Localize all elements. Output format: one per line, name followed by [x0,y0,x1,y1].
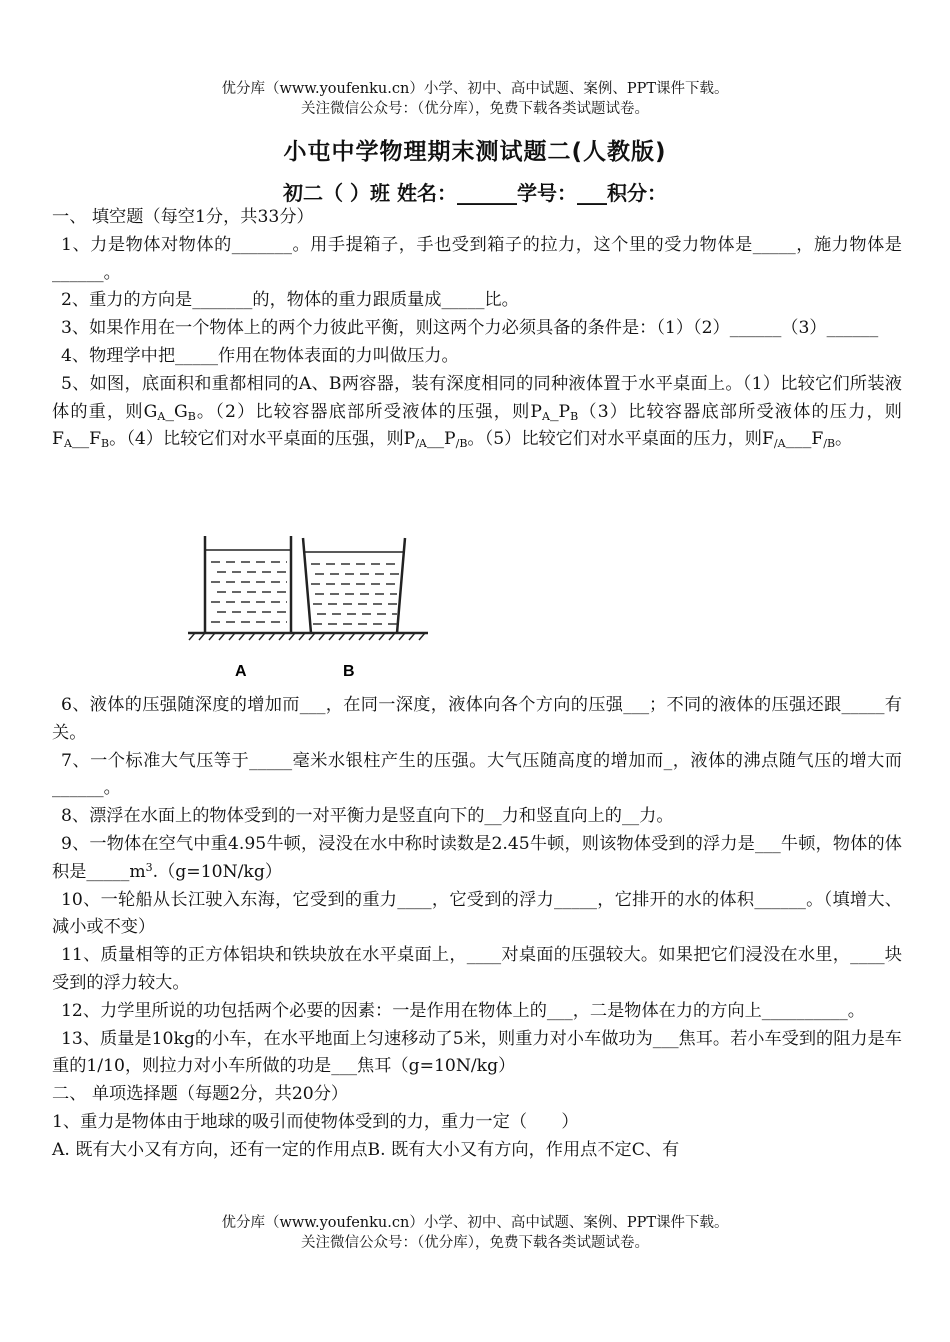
footer-line-2: 关注微信公众号：（优分库），免费下载各类试题试卷。 [301,1235,649,1251]
container-b [303,538,405,633]
header-line-1: 优分库（www.youfenku.cn）小学、初中、高中试题、案例、PPT课件下载。 [221,81,729,97]
question-11: 11、质量相等的正方体铝块和铁块放在水平桌面上，____对桌面的压强较大。如果把它们浸没在水里，____块受到的浮力较大。 [52,945,902,993]
section-fill-in-cont [52,692,902,1165]
question-9: 9、一物体在空气中重4.95牛顿，浸没在水中称时读数是2.45牛顿，则该物体受到的浮力是___牛顿，物体的体积是$\_\_\_\_\_m^3.(g=10N/kg)$ [52,833,902,882]
student-info-line: 初二（ ）班 姓名：______学号：___积分： [283,181,667,205]
choice-question-1: 1、重力是物体由于地球的吸引而使物体受到的力，重力一定（ ） [52,1111,579,1132]
section-2-heading: 二、 单项选择题（每题2分，共20分） [52,1084,349,1105]
header-line-2: 关注微信公众号：（优分库），免费下载各类试题试卷。 [301,101,649,117]
question-12: 12、力学里所说的功包括两个必要的因素：一是作用在物体上的___，二是物体在力的方向上__________。 [61,1000,865,1021]
choice-question-1-options: A. 既有大小又有方向，还有一定的作用点B. 既有大小又有方向，作用点不定C、有 [52,1139,680,1160]
question-6: 6、液体的压强随深度的增加而___，在同一深度，液体向各个方向的压强___；不同的液体的压强还跟_____有关。 [52,695,902,743]
footer-line-1: 优分库（www.youfenku.cn）小学、初中、高中试题、案例、PPT课件下载。 [221,1215,729,1231]
section-fill-in [52,204,902,454]
question-1: 1、力是物体对物体的_______。用手提箱子，手也受到箱子的拉力，这个里的受力物体是_____，施力物体是______。 [52,234,902,283]
containers-figure [183,528,428,688]
question-5: 5、如图，底面积和重都相同的A、B两容器，装有深度相同的同种液体置于水平桌面上。（1）比较它们所装液体的重，则$G_A\_G_B$。（2）比较容器底部所受液体的压强，则$P_A\_P_B(3)$比较容器底部所受液体的压力，则$F_A\_\_F_B$。（4）比较它们对水平桌面的压强，则$P_{/A}\_\_P_{/B}$。（5）比较它们对水平桌面的压力，则$F_{/A}\_\_\_F_{/B}$。 [52,373,902,451]
label-a: A [235,663,247,680]
label-b: B [343,663,355,680]
question-2: 2、重力的方向是_______的，物体的重力跟质量成_____比。 [61,290,519,311]
question-4: 4、物理学中把_____作用在物体表面的力叫做压力。 [61,345,459,366]
question-3: 3、如果作用在一个物体上的两个力彼此平衡，则这两个力必须具备的条件是：（1）（2）______（3）______ [61,318,879,339]
question-13: 13、质量是10kg的小车，在水平地面上匀速移动了5米，则重力对小车做功为___焦耳。若小车受到的阻力是车重的1/10，则拉力对小车所做的功是___焦耳（g=10N/kg） [52,1028,902,1077]
question-8: 8、漂浮在水面上的物体受到的一对平衡力是竖直向下的__力和竖直向上的__力。 [61,806,674,827]
question-10: 10、一轮船从长江驶入东海，它受到的重力____，它受到的浮力_____，它排开的水的体积______。（填增大、减小或不变） [52,889,902,938]
section-1-heading: 一、 填空题（每空1分，共33分） [52,207,314,227]
container-a [205,536,291,633]
page-title: 小屯中学物理期末测试题二(人教版) [283,139,667,165]
question-7: 7、一个标准大气压等于_____毫米水银柱产生的压强。大气压随高度的增加而_，液体的沸点随气压的增大而______。 [52,750,902,799]
